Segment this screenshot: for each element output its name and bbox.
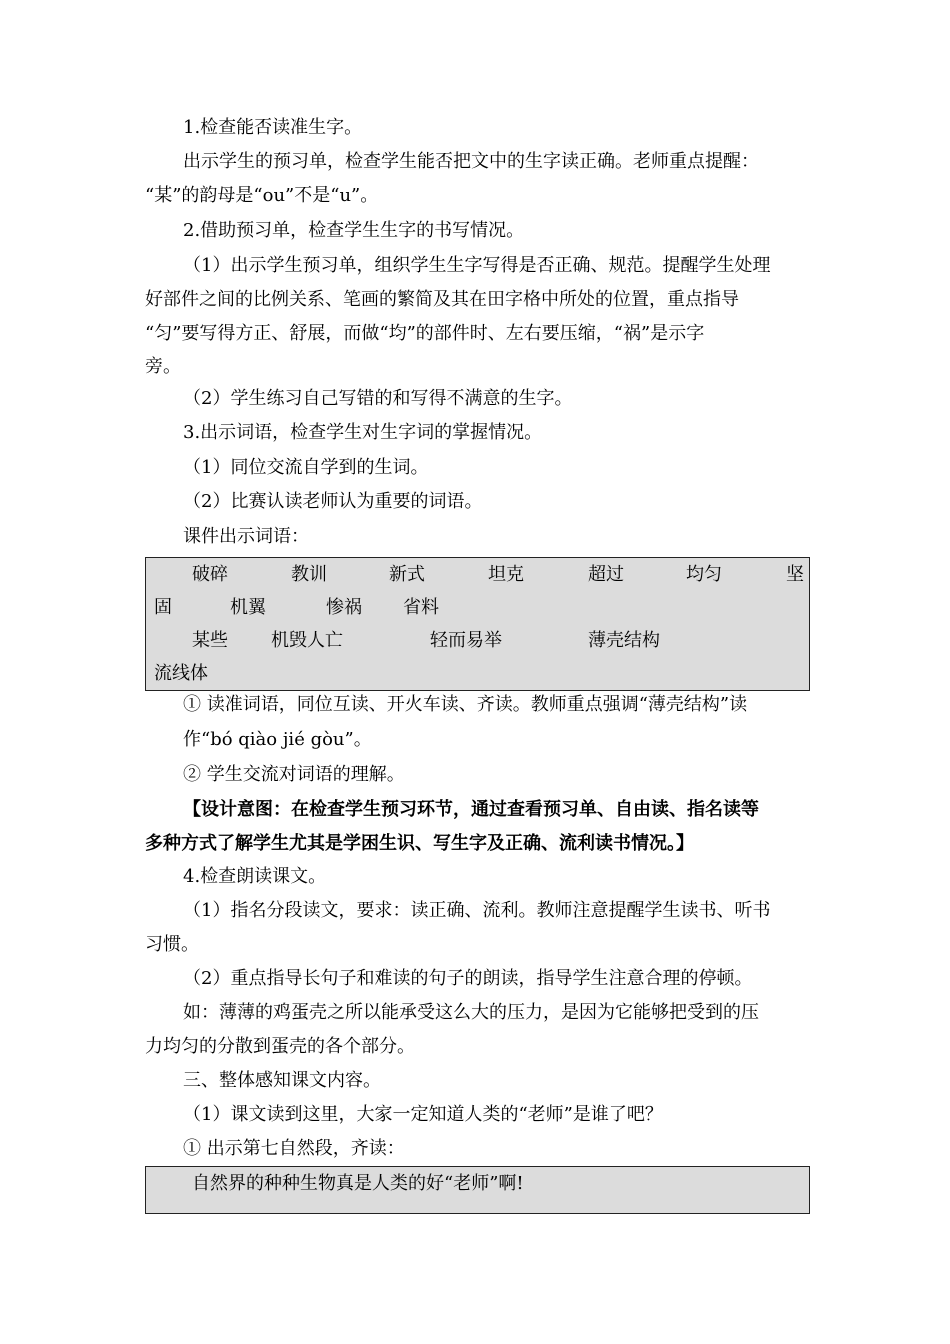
word: 均匀 [686, 564, 722, 585]
paragraph: 1.检查能否读准生字。 [183, 117, 363, 138]
paragraph: 作“bó qiào jié gòu”。 [183, 729, 372, 750]
word: 教训 [291, 564, 327, 585]
word: 固 [154, 597, 172, 618]
word: 流线体 [154, 663, 208, 684]
word: 省料 [403, 597, 439, 618]
design-intent: 【设计意图：在检查学生预习环节，通过查看预习单、自由读、指名读等 [183, 799, 759, 820]
word: 某些 [192, 630, 228, 651]
word: 轻而易举 [430, 630, 502, 651]
paragraph: 好部件之间的比例关系、笔画的繁简及其在田字格中所处的位置，重点指导 [145, 289, 739, 310]
paragraph: 力均匀的分散到蛋壳的各个部分。 [145, 1036, 415, 1057]
paragraph: （1）课文读到这里，大家一定知道人类的“老师”是谁了吧？ [183, 1104, 663, 1125]
paragraph: 三、整体感知课文内容。 [183, 1070, 381, 1091]
paragraph: 如：薄薄的鸡蛋壳之所以能承受这么大的压力，是因为它能够把受到的压 [183, 1002, 759, 1023]
word: 机翼 [230, 597, 266, 618]
design-intent: 多种方式了解学生尤其是学困生识、写生字及正确、流利读书情况。】 [145, 833, 694, 854]
paragraph: （1）指名分段读文，要求：读正确、流利。教师注意提醒学生读书、听书 [183, 900, 771, 921]
quote-text: 自然界的种种生物真是人类的好“老师”啊! [192, 1173, 524, 1194]
paragraph: 4.检查朗读课文。 [183, 866, 327, 887]
paragraph: 习惯。 [145, 934, 199, 955]
word: 坚 [786, 564, 804, 585]
word: 破碎 [192, 564, 228, 585]
paragraph: （2）比赛认读老师认为重要的词语。 [183, 491, 483, 512]
paragraph: 出示学生的预习单，检查学生能否把文中的生字读正确。老师重点提醒： [183, 151, 759, 172]
word: 坦克 [488, 564, 524, 585]
paragraph: 2.借助预习单，检查学生生字的书写情况。 [183, 220, 525, 241]
paragraph: （1）出示学生预习单，组织学生生字写得是否正确、规范。提醒学生处理 [183, 255, 771, 276]
paragraph: 3.出示词语，检查学生对生字词的掌握情况。 [183, 422, 543, 443]
word: 薄壳结构 [588, 630, 660, 651]
paragraph: “某”的韵母是“ou”不是“u”。 [145, 185, 379, 206]
paragraph: “匀”要写得方正、舒展，而做“均”的部件时、左右要压缩，“祸”是示字 [145, 323, 705, 344]
paragraph: ① 读准词语，同位互读、开火车读、齐读。教师重点强调“薄壳结构”读 [183, 694, 748, 715]
quote-box [145, 1166, 810, 1214]
paragraph: 旁。 [145, 356, 181, 377]
word: 惨祸 [326, 597, 362, 618]
word: 机毁人亡 [271, 630, 343, 651]
paragraph: 课件出示词语： [183, 526, 309, 547]
paragraph: ② 学生交流对词语的理解。 [183, 764, 405, 785]
word: 超过 [588, 564, 624, 585]
paragraph: （1）同位交流自学到的生词。 [183, 457, 429, 478]
word-box [145, 557, 810, 691]
word: 新式 [389, 564, 425, 585]
paragraph: （2）学生练习自己写错的和写得不满意的生字。 [183, 388, 573, 409]
paragraph: （2）重点指导长句子和难读的句子的朗读，指导学生注意合理的停顿。 [183, 968, 753, 989]
paragraph: ① 出示第七自然段，齐读： [183, 1138, 405, 1159]
